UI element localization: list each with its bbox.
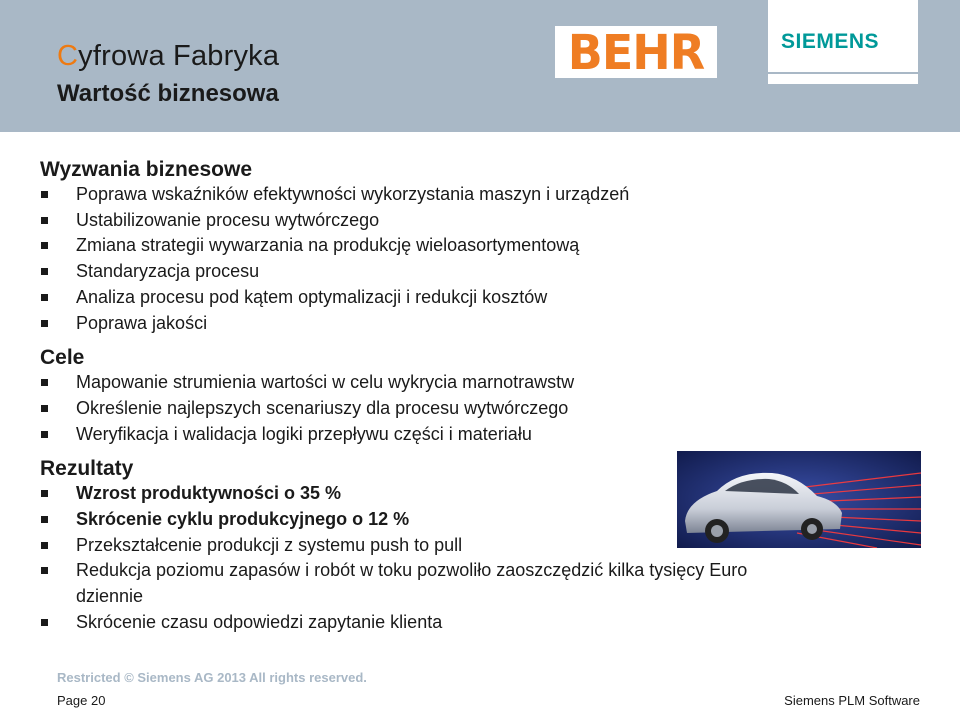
list-item: Weryfikacja i walidacja logiki przepływu części i materiału: [40, 422, 780, 448]
square-bullet-icon: [41, 567, 48, 574]
square-bullet-icon: [41, 405, 48, 412]
list-item: Przekształcenie produkcji z systemu push to pull: [40, 533, 780, 559]
section-challenges: [40, 158, 780, 336]
behr-logo: [555, 23, 717, 81]
list-item: Skrócenie czasu odpowiedzi zapytanie klienta: [40, 610, 780, 636]
square-bullet-icon: [41, 431, 48, 438]
restricted-notice: Restricted © Siemens AG 2013 All rights reserved.: [57, 670, 367, 685]
square-bullet-icon: [41, 294, 48, 301]
square-bullet-icon: [41, 242, 48, 249]
list-item: Skrócenie cyklu produkcyjnego o 12 %: [40, 507, 780, 533]
title-rest: yfrowa Fabryka: [78, 40, 280, 72]
car-laser-scan-image: [677, 451, 921, 548]
list-item: Wzrost produktywności o 35 %: [40, 481, 780, 507]
siemens-logo-underline: [768, 74, 918, 84]
slide-content: [40, 158, 780, 636]
bullet-list: [40, 481, 780, 635]
footer-brand: Siemens PLM Software: [784, 693, 920, 708]
siemens-logo: [768, 0, 918, 72]
square-bullet-icon: [41, 490, 48, 497]
section-title: Rezultaty: [40, 457, 134, 481]
square-bullet-icon: [41, 516, 48, 523]
slide-subtitle: Wartość biznesowa: [57, 80, 279, 107]
slide-title: [57, 40, 279, 73]
section-results: [40, 457, 780, 635]
list-item: Zmiana strategii wywarzania na produkcję wieloasortymentową: [40, 233, 780, 259]
list-item: Poprawa wskaźników efektywności wykorzystania maszyn i urządzeń: [40, 182, 780, 208]
behr-logo-text: BEHR: [567, 23, 705, 81]
square-bullet-icon: [41, 268, 48, 275]
bullet-list: [40, 182, 780, 336]
section-goals: [40, 346, 780, 447]
list-item: Poprawa jakości: [40, 311, 780, 337]
list-item: Redukcja poziomu zapasów i robót w toku pozwoliło zaoszczędzić kilka tysięcy Euro dziennie: [40, 558, 756, 609]
square-bullet-icon: [41, 379, 48, 386]
title-first-letter: C: [57, 40, 79, 72]
list-item: Analiza procesu pod kątem optymalizacji i redukcji kosztów: [40, 285, 780, 311]
car-image-graphic: [677, 451, 921, 548]
square-bullet-icon: [41, 217, 48, 224]
square-bullet-icon: [41, 542, 48, 549]
square-bullet-icon: [41, 191, 48, 198]
list-item: Standaryzacja procesu: [40, 259, 780, 285]
bullet-list: [40, 370, 780, 447]
list-item: Określenie najlepszych scenariuszy dla procesu wytwórczego: [40, 396, 780, 422]
square-bullet-icon: [41, 320, 48, 327]
siemens-logo-text: SIEMENS: [781, 30, 880, 53]
section-title: Wyzwania biznesowe: [40, 158, 252, 181]
list-item: Ustabilizowanie procesu wytwórczego: [40, 208, 780, 234]
list-item: Mapowanie strumienia wartości w celu wykrycia marnotrawstw: [40, 370, 780, 396]
square-bullet-icon: [41, 619, 48, 626]
page-number: Page 20: [57, 693, 106, 708]
section-title: Cele: [40, 346, 85, 370]
